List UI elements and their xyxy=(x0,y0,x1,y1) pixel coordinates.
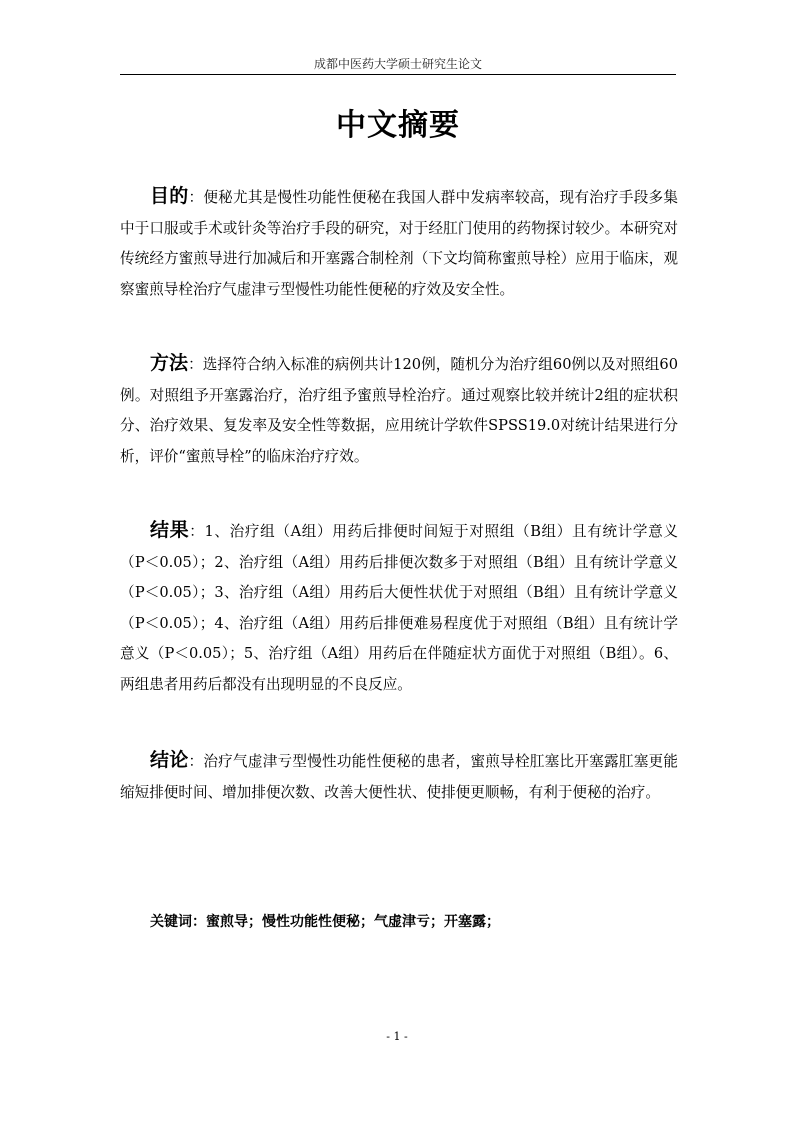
header-divider xyxy=(120,74,676,75)
section-colon: ： xyxy=(188,189,204,206)
section-conclusion xyxy=(120,745,678,808)
section-label-objective: 目的 xyxy=(150,185,189,207)
section-colon: ： xyxy=(188,356,203,373)
section-text-objective: 便秘尤其是慢性功能性便秘在我国人群中发病率较高，现有治疗手段多集中于口服或手术或针灸等治疗手段的研究，对于经肛门使用的药物探讨较少。本研究对传统经方蜜煎导进行加减后和开塞露合制栓剂（下文均简称蜜煎导栓）应用于临床，观察蜜煎导栓治疗气虚津亏型慢性功能性便秘的疗效及安全性。 xyxy=(120,189,678,298)
section-text-method: 选择符合纳入标准的病例共计120例，随机分为治疗组60例以及对照组60例。对照组予开塞露治疗，治疗组予蜜煎导栓治疗。通过观察比较并统计2组的症状积分、治疗效果、复发率及安全性等数据，应用统计学软件SPSS19.0对统计结果进行分析，评价“蜜煎导栓”的临床治疗疗效。 xyxy=(120,356,678,465)
running-header: 成都中医药大学硕士研究生论文 xyxy=(313,57,482,71)
section-text-conclusion: 治疗气虚津亏型慢性功能性便秘的患者，蜜煎导栓肛塞比开塞露肛塞更能缩短排便时间、增加排便次数、改善大便性状、使排便更顺畅，有利于便秘的治疗。 xyxy=(120,753,678,801)
section-objective xyxy=(120,181,678,305)
page-number: - 1 - xyxy=(386,1030,408,1043)
section-method xyxy=(120,348,678,472)
section-result xyxy=(120,515,678,700)
keywords: 关键词：蜜煎导；慢性功能性便秘；气虚津亏；开塞露； xyxy=(150,914,500,930)
section-colon: ： xyxy=(188,753,204,770)
section-colon: ： xyxy=(189,523,205,540)
page-title: 中文摘要 xyxy=(336,108,460,143)
section-text-result: 1、治疗组（A组）用药后排便时间短于对照组（B组）且有统计学意义（P＜0.05）；2、治疗组（A组）用药后排便次数多于对照组（B组）且有统计学意义（P＜0.05）；3、治疗组（A组）用药后大便性状优于对照组（B组）且有统计学意义（P＜0.05）；4、治疗组（A组）用药后排便难易程度优于对照组（B组）且有统计学意义（P＜0.05）；5、治疗组（A组）用药后在伴随症状方面优于对照组（B组）。6、两组患者用药后都没有出现明显的不良反应。 xyxy=(120,523,678,693)
section-label-result: 结果 xyxy=(150,519,190,541)
section-label-conclusion: 结论 xyxy=(150,749,189,771)
section-label-method: 方法 xyxy=(150,352,189,374)
